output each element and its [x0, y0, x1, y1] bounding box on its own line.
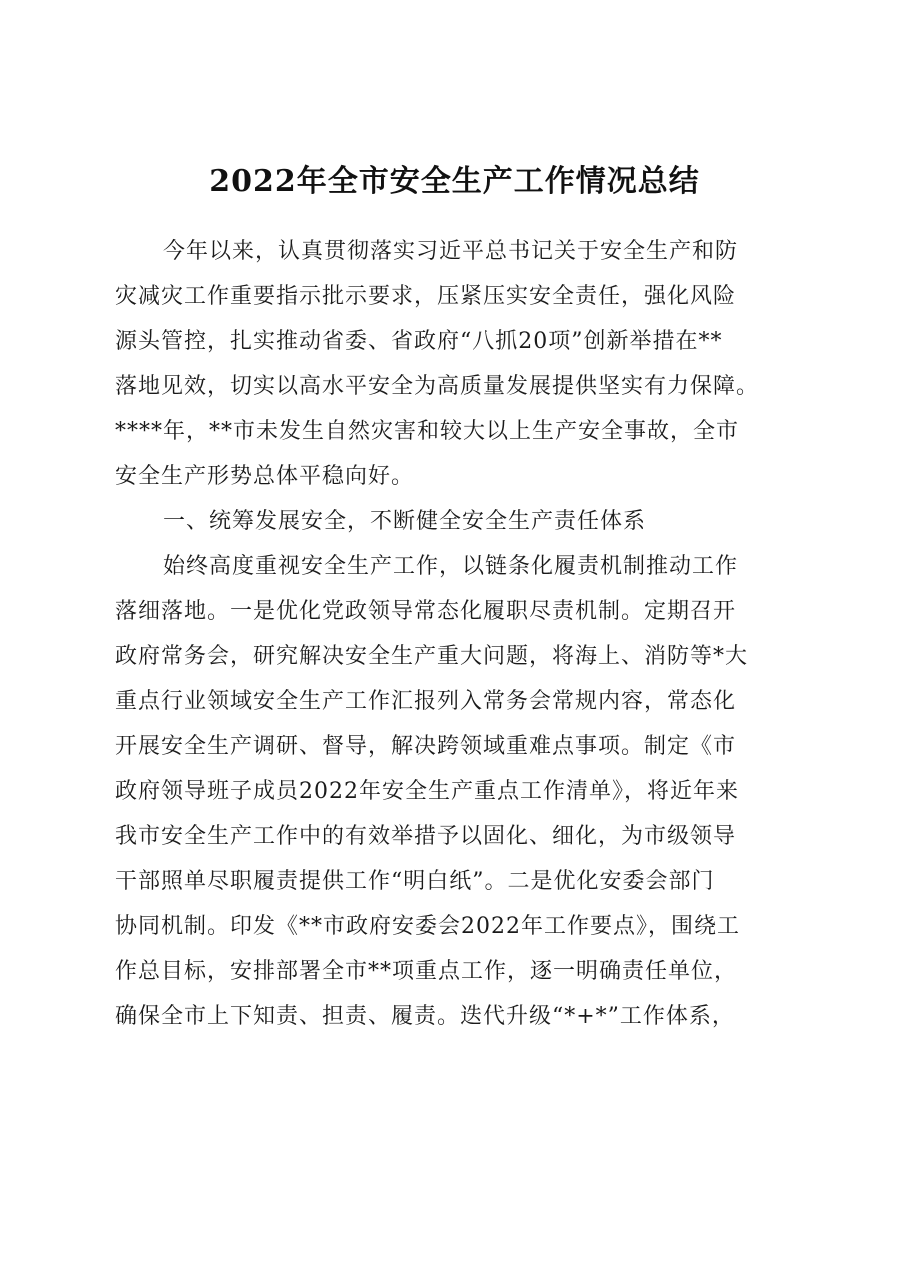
paragraph-2-line-11: 确保全市上下知责、担责、履责。迭代升级“*+*”工作体系，	[115, 1004, 735, 1029]
paragraph-1-line-1: 今年以来，认真贯彻落实习近平总书记关于安全生产和防	[163, 239, 739, 264]
paragraph-1-line-4: 落地见效，切实以高水平安全为高质量发展提供坚实有力保障。	[115, 374, 760, 399]
section-heading-1: 一、统筹发展安全，不断健全安全生产责任体系	[163, 509, 647, 534]
document-body	[115, 229, 805, 1039]
paragraph-1-line-5: ****年，**市未发生自然灾害和较大以上生产安全事故，全市	[115, 419, 740, 444]
paragraph-2-line-9: 协同机制。印发《**市政府安委会2022年工作要点》，围绕工	[115, 914, 740, 939]
paragraph-1-line-6: 安全生产形势总体平稳向好。	[115, 464, 415, 489]
paragraph-2-line-10: 作总目标，安排部署全市**项重点工作，逐一明确责任单位，	[115, 959, 738, 984]
paragraph-2-line-4: 重点行业领域安全生产工作汇报列入常务会常规内容，常态化	[115, 689, 737, 714]
paragraph-2-line-6: 政府领导班子成员2022年安全生产重点工作清单》，将近年来	[115, 779, 739, 804]
paragraph-2-line-7: 我市安全生产工作中的有效举措予以固化、细化，为市级领导	[115, 824, 737, 849]
paragraph-2-line-5: 开展安全生产调研、督导，解决跨领域重难点事项。制定《市	[115, 734, 737, 759]
paragraph-2-line-1: 始终高度重视安全生产工作，以链条化履责机制推动工作	[163, 554, 739, 579]
paragraph-1-line-2: 灾减灾工作重要指示批示要求，压紧压实安全责任，强化风险	[115, 284, 737, 309]
document-title: 2022年全市安全生产工作情况总结	[209, 164, 700, 199]
paragraph-2-line-3: 政府常务会，研究解决安全生产重大问题，将海上、消防等*大	[115, 644, 749, 669]
paragraph-2-line-8: 干部照单尽职履责提供工作“明白纸”。二是优化安委会部门	[115, 869, 715, 894]
paragraph-2-line-2: 落细落地。一是优化党政领导常态化履职尽责机制。定期召开	[115, 599, 737, 624]
paragraph-1-line-3: 源头管控，扎实推动省委、省政府“八抓20项”创新举措在**	[115, 329, 723, 354]
